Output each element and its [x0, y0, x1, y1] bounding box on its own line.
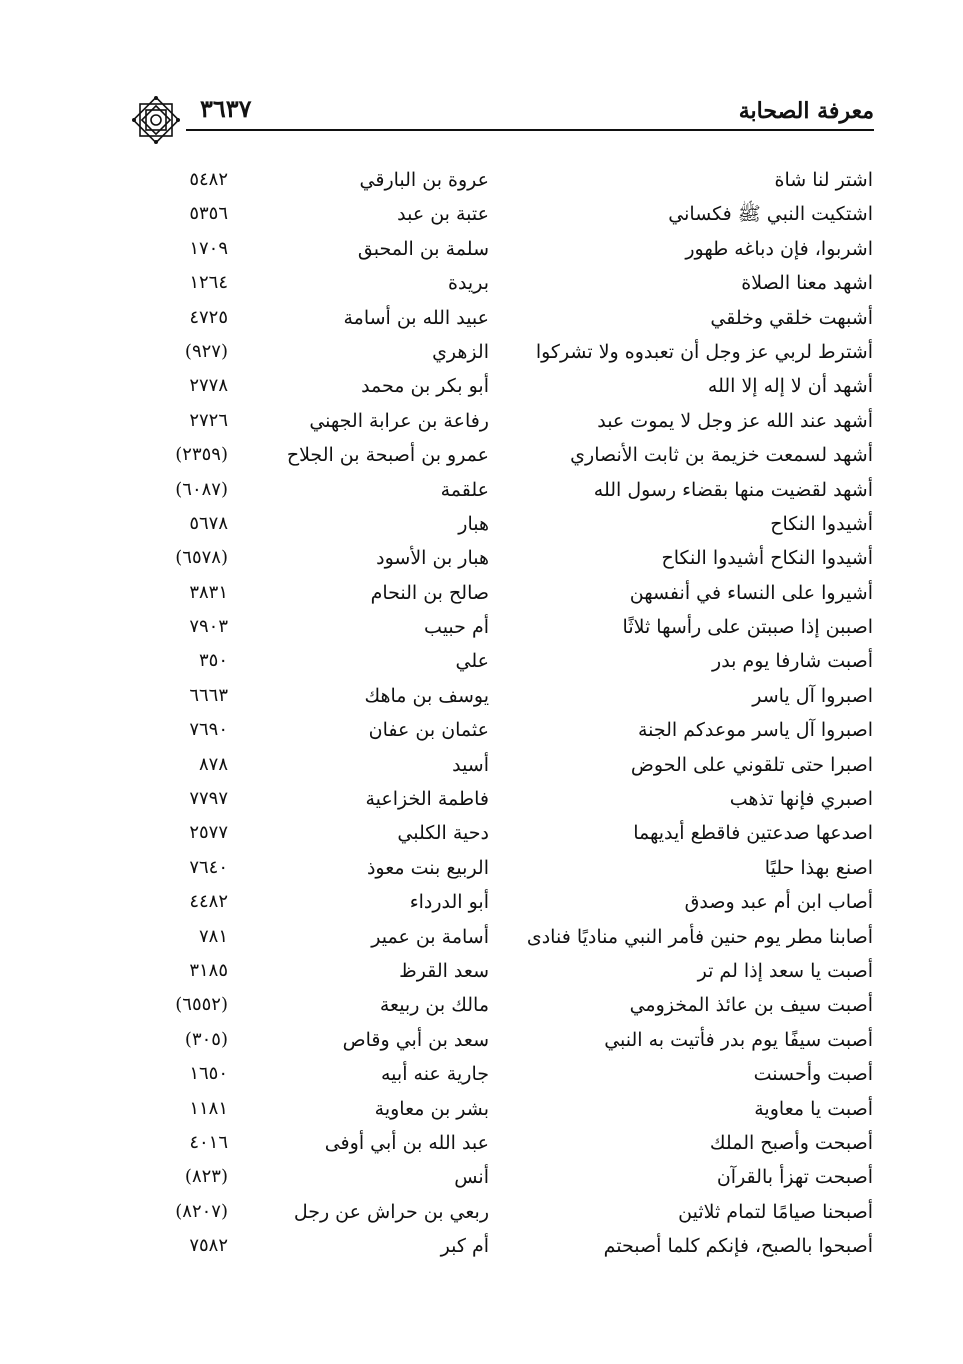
index-row [0, 507, 963, 541]
index-row [0, 301, 963, 335]
hadith-number: ١٦٥٠ [189, 1063, 228, 1085]
star-ornament-icon [130, 94, 182, 146]
narrator-name: جارية عنه أبيه [380, 1063, 489, 1086]
hadith-number: ٤٤٨٢ [189, 891, 228, 913]
hadith-text: اصبروا آل ياسر موعدكم الجنة [637, 719, 873, 742]
hadith-number: ٧٩٠٣ [189, 616, 228, 638]
narrator-name: يوسف بن ماهك [364, 684, 489, 707]
hadith-number: (٦٥٧٨) [175, 547, 228, 569]
page-header [128, 92, 874, 132]
index-row [0, 920, 963, 954]
index-row [0, 576, 963, 610]
narrator-name: بشر بن معاوية [374, 1097, 489, 1120]
hadith-text: أصبحنا صيامًا لتمام ثلاثين [678, 1200, 873, 1223]
index-row [0, 438, 963, 472]
index-row [0, 679, 963, 713]
index-row [0, 163, 963, 197]
narrator-name: عبد الله بن أبي أوفى [324, 1131, 489, 1154]
index-row [0, 232, 963, 266]
index-row [0, 335, 963, 369]
hadith-text: أشهد لسمعت خزيمة بن ثابت الأنصاري [570, 444, 873, 467]
index-row [0, 782, 963, 816]
hadith-number: ٧٦٤٠ [189, 856, 228, 878]
index-row [0, 1229, 963, 1263]
hadith-index-table [0, 163, 963, 1264]
hadith-text: اصدعها صدعتين فاقطع أيديهما [633, 822, 873, 845]
hadith-text: أشيدوا النكاح أشيدوا النكاح [661, 547, 873, 570]
hadith-number: ٣١٨٥ [189, 959, 228, 981]
narrator-name: سعد القرظ [399, 959, 489, 982]
narrator-name: سعد بن أبي وقاص [342, 1028, 489, 1051]
hadith-number: ٥٣٥٦ [189, 203, 228, 225]
hadith-text: أصبت يا معاوية [754, 1097, 873, 1120]
hadith-number: ٢٧٧٨ [189, 375, 228, 397]
page-number: ٣٦٣٧ [200, 94, 252, 123]
index-row [0, 473, 963, 507]
index-row [0, 1092, 963, 1126]
hadith-text: اصبروا آل ياسر [752, 684, 873, 707]
narrator-name: أم حبيب [424, 616, 489, 639]
hadith-number: ٣٥٠ [198, 650, 228, 672]
narrator-name: علي [455, 650, 489, 673]
hadith-text: أصبحت وأصبح الملك [709, 1131, 873, 1154]
index-row [0, 541, 963, 575]
narrator-name: عبيد الله بن أسامة [343, 306, 489, 329]
narrator-name: أسيد [452, 753, 489, 776]
narrator-name: أبو الدرداء [409, 891, 489, 914]
hadith-number: (٩٢٧) [184, 340, 228, 362]
hadith-text: اشهد معنا الصلاة [741, 272, 873, 295]
hadith-text: أشهد أن لا إله إلا الله [707, 375, 873, 398]
hadith-text: أصبت وأحسنت [753, 1063, 873, 1086]
hadith-text: اصبرا حتى تلقوني على الحوض [630, 753, 873, 776]
hadith-text: أصبت سيف بن عائذ المخزومي [629, 994, 873, 1017]
narrator-name: ربعي بن حراش عن رجل [293, 1200, 489, 1223]
hadith-text: اصنع بهذا حليًا [764, 856, 873, 879]
hadith-number: ٧٥٨٢ [189, 1235, 228, 1257]
hadith-number: ٥٦٧٨ [189, 512, 228, 534]
hadith-number: (٢٣٥٩) [175, 444, 228, 466]
narrator-name: مالك بن ربيعة [379, 994, 489, 1017]
index-row [0, 404, 963, 438]
hadith-text: أصبت شارفا يوم بدر [712, 650, 873, 673]
index-row [0, 644, 963, 678]
narrator-name: أنس [454, 1166, 489, 1189]
hadith-number: (٨٢٠٧) [175, 1200, 228, 1222]
narrator-name: عمرو بن أصبحة بن الجلاح [286, 444, 489, 467]
hadith-text: أصابنا مطر يوم حنين فأمر النبي مناديًا فنادى [526, 925, 873, 948]
hadith-text: اصبري فإنها تذهب [729, 788, 873, 811]
hadith-text: أشترط لربي عز وجل أن تعبدوه ولا تشركوا [535, 340, 873, 363]
hadith-text: أشبهت خلقي وخلقي [710, 306, 873, 329]
hadith-number: ٦٦٦٣ [189, 684, 228, 706]
hadith-number: ٢٥٧٧ [189, 822, 228, 844]
narrator-name: هبار [458, 512, 489, 535]
hadith-number: ٧٦٩٠ [189, 719, 228, 741]
index-row [0, 369, 963, 403]
index-row [0, 1195, 963, 1229]
hadith-text: أشهد عند الله عز وجل لا يموت عبد [597, 409, 873, 432]
hadith-number: ٢٧٢٦ [189, 409, 228, 431]
narrator-name: صالح بن النحام [370, 581, 489, 604]
hadith-text: أصبحوا بالصبح، فإنكم كلما أصبحتم [603, 1235, 873, 1258]
hadith-number: ٧٧٩٧ [189, 788, 228, 810]
hadith-number: (٨٢٣) [184, 1166, 228, 1188]
hadith-text: أشيروا على النساء في أنفسهن [629, 581, 873, 604]
hadith-number: ٨٧٨ [198, 753, 228, 775]
narrator-name: بريدة [448, 272, 489, 295]
index-row [0, 1023, 963, 1057]
index-row [0, 1160, 963, 1194]
index-row [0, 851, 963, 885]
hadith-text: أصبت يا سعد إذا لم تر [697, 959, 873, 982]
index-row [0, 1057, 963, 1091]
hadith-text: اشتر لنا شاة [774, 169, 873, 191]
hadith-text: اصببن إذا صببتن على رأسها ثلاثًا [622, 616, 873, 639]
hadith-number: ٧٨١ [198, 925, 228, 947]
narrator-name: عتبة بن عبد [397, 203, 489, 226]
hadith-number: ٤٠١٦ [189, 1131, 228, 1153]
hadith-number: ٣٨٣١ [189, 581, 228, 603]
narrator-name: علقمة [440, 478, 489, 501]
hadith-text: أشهد لقضيت منها بقضاء رسول الله [593, 478, 873, 501]
narrator-name: دحية الكلبي [397, 822, 489, 845]
index-row [0, 197, 963, 231]
index-row [0, 610, 963, 644]
narrator-name: عروة بن البارقي [359, 169, 489, 191]
narrator-name: أسامة بن عمير [371, 925, 489, 948]
hadith-text: أصاب ابن أم عبد وصدق [684, 891, 873, 914]
hadith-text: أشيدوا النكاح [770, 512, 873, 535]
hadith-number: (٦٥٥٢) [175, 994, 228, 1016]
narrator-name: أبو بكر بن محمد [361, 375, 489, 398]
narrator-name: الزهري [432, 340, 489, 363]
hadith-text: أصبحت تهزأ بالقرآن [716, 1166, 873, 1189]
hadith-number: ١٧٠٩ [189, 237, 228, 259]
hadith-text: اشربوا، فإن دباغه طهور [685, 237, 873, 260]
narrator-name: هبار بن الأسود [376, 547, 489, 570]
index-row [0, 816, 963, 850]
hadith-text: اشتكيت النبي ﷺ فكساني [668, 203, 873, 226]
hadith-number: ٥٤٨٢ [189, 169, 228, 190]
index-row [0, 1126, 963, 1160]
hadith-number: (٦٠٨٧) [175, 478, 228, 500]
index-row [0, 885, 963, 919]
index-row [0, 266, 963, 300]
narrator-name: سلمة بن المحبق [357, 237, 489, 260]
hadith-text: أصبت سيفًا يوم بدر فأتيت به النبي [604, 1028, 873, 1051]
index-row [0, 988, 963, 1022]
hadith-number: ٤٧٢٥ [189, 306, 228, 328]
index-row [0, 748, 963, 782]
book-title: معرفة الصحابة [738, 98, 874, 124]
hadith-number: ١٢٦٤ [189, 272, 228, 294]
index-row [0, 954, 963, 988]
hadith-number: ١١٨١ [189, 1097, 228, 1119]
narrator-name: رفاعة بن عرابة الجهني [309, 409, 489, 432]
hadith-number: (٣٠٥) [184, 1028, 228, 1050]
narrator-name: الربيع بنت معوذ [366, 856, 489, 879]
narrator-name: أم كبر [440, 1235, 489, 1258]
narrator-name: فاطمة الخزاعية [365, 788, 489, 811]
index-row [0, 713, 963, 747]
narrator-name: عثمان بن عفان [368, 719, 489, 742]
header-rule [186, 129, 874, 131]
